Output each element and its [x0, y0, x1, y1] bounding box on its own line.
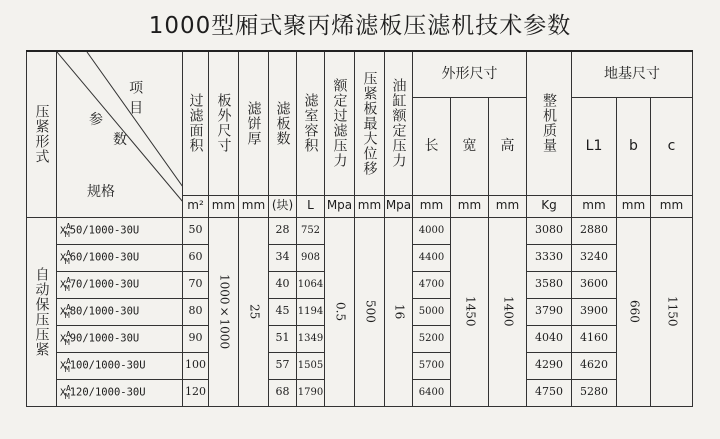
max-displacement-header: 压紧板最大位移 [355, 51, 385, 195]
width-value: 1450 [463, 296, 478, 327]
unit-volume: L [297, 195, 325, 217]
model-cell [57, 325, 183, 352]
cylinder-pressure-value-cell [385, 217, 413, 406]
chamber-volume-value: 1064 [297, 271, 325, 298]
model-sub: M [64, 256, 70, 266]
plate-count-value: 57 [269, 352, 297, 379]
model-sup: A [66, 357, 71, 367]
width-header: 宽 [451, 97, 489, 195]
model-code: 50/1000-30U [69, 224, 140, 237]
filter-area-value: 90 [183, 325, 209, 352]
chamber-volume-value: 1349 [297, 325, 325, 352]
c-header: c [651, 97, 693, 195]
cylinder-pressure-value: 16 [392, 303, 407, 320]
filter-area-header: 过滤面积 [183, 51, 209, 195]
item-label: 项目 [127, 80, 144, 120]
press-type: 自动保压压紧 [33, 266, 50, 357]
length-header: 长 [413, 97, 451, 195]
filter-area-value: 50 [183, 217, 209, 244]
rated-pressure-value: 0.5 [333, 301, 348, 322]
displacement-value-cell [355, 217, 385, 406]
press-type-header-cell [27, 51, 57, 217]
model-sub: M [64, 337, 70, 347]
height-header: 高 [489, 97, 527, 195]
plate-count-value: 51 [269, 325, 297, 352]
unit-l1: mm [572, 195, 617, 217]
unit-width: mm [451, 195, 489, 217]
height-value-cell [489, 217, 527, 406]
cake-thickness-header: 滤饼厚 [239, 51, 269, 195]
c-value: 1150 [665, 296, 680, 327]
cake-thickness-value: 25 [247, 303, 262, 320]
machine-mass-header: 整机质量 [527, 51, 572, 195]
unit-plate-size: mm [209, 195, 239, 217]
chamber-volume-value: 908 [297, 244, 325, 271]
plate-count-value: 68 [269, 379, 297, 406]
length-value: 5700 [413, 352, 451, 379]
unit-area: m² [183, 195, 209, 217]
model-sub: M [64, 364, 70, 374]
table-title: 1000型厢式聚丙烯滤板压滤机技术参数 [148, 13, 572, 39]
model-cell [57, 352, 183, 379]
l1-value: 4620 [572, 352, 617, 379]
l1-value: 3600 [572, 271, 617, 298]
cylinder-pressure-header: 油缸额定压力 [385, 51, 413, 195]
model-code: 70/1000-30U [69, 278, 140, 291]
foundation-dims-header: 地基尺寸 [572, 51, 693, 97]
model-sup: A [66, 276, 71, 286]
rated-pressure-header: 额定过滤压力 [325, 51, 355, 195]
model-sub: M [64, 391, 70, 401]
model-cell [57, 244, 183, 271]
chamber-volume-value: 752 [297, 217, 325, 244]
unit-length: mm [413, 195, 451, 217]
model-sub: M [64, 229, 70, 239]
param-label-2: 数 [113, 132, 127, 148]
height-value: 1400 [501, 296, 516, 327]
l1-value: 4160 [572, 325, 617, 352]
chamber-volume-value: 1194 [297, 298, 325, 325]
filter-area-value: 70 [183, 271, 209, 298]
rated-pressure-value-cell [325, 217, 355, 406]
unit-displacement: mm [355, 195, 385, 217]
length-value: 4400 [413, 244, 451, 271]
model-prefix: X [60, 279, 67, 291]
model-code: 90/1000-30U [69, 332, 140, 345]
mass-value: 4750 [527, 379, 572, 406]
param-label-1: 参 [89, 112, 103, 128]
filter-area-value: 80 [183, 298, 209, 325]
model-prefix: X [60, 360, 67, 372]
chamber-volume-value: 1505 [297, 352, 325, 379]
plate-count-header: 滤板数 [269, 51, 297, 195]
chamber-volume-header: 滤室容积 [297, 51, 325, 195]
unit-cake: mm [239, 195, 269, 217]
model-sub: M [64, 283, 70, 293]
model-sup: A [66, 330, 71, 340]
mass-value: 3330 [527, 244, 572, 271]
model-code: 120/1000-30U [69, 386, 146, 399]
plate-count-value: 28 [269, 217, 297, 244]
length-value: 6400 [413, 379, 451, 406]
unit-mass: Kg [527, 195, 572, 217]
plate-size-value: 1000×1000 [217, 273, 232, 350]
model-prefix: X [60, 306, 67, 318]
table-row [27, 217, 693, 244]
mass-value: 3580 [527, 271, 572, 298]
mass-value: 3790 [527, 298, 572, 325]
model-sup: A [66, 222, 71, 232]
spec-label: 规格 [87, 184, 115, 200]
unit-height: mm [489, 195, 527, 217]
plate-count-value: 34 [269, 244, 297, 271]
max-displacement-value: 500 [363, 300, 378, 323]
model-sup: A [66, 384, 71, 394]
l1-value: 3240 [572, 244, 617, 271]
model-prefix: X [60, 225, 67, 237]
b-value-cell [617, 217, 651, 406]
model-cell [57, 379, 183, 406]
model-code: 80/1000-30U [69, 305, 140, 318]
plate-count-value: 40 [269, 271, 297, 298]
l1-value: 5280 [572, 379, 617, 406]
filter-area-value: 100 [183, 352, 209, 379]
model-prefix: X [60, 387, 67, 399]
unit-c: mm [651, 195, 693, 217]
l1-header: L1 [572, 97, 617, 195]
corner-header-cell [57, 51, 183, 217]
length-value: 5000 [413, 298, 451, 325]
press-type-cell [27, 217, 57, 406]
model-cell [57, 298, 183, 325]
filter-area-value: 60 [183, 244, 209, 271]
unit-plates: (块) [269, 195, 297, 217]
cake-value-cell [239, 217, 269, 406]
plate-size-value-cell [209, 217, 239, 406]
mass-value: 3080 [527, 217, 572, 244]
model-sup: A [66, 303, 71, 313]
c-value-cell [651, 217, 693, 406]
model-sub: M [64, 310, 70, 320]
model-prefix: X [60, 333, 67, 345]
model-cell [57, 217, 183, 244]
width-value-cell [451, 217, 489, 406]
model-code: 100/1000-30U [69, 359, 146, 372]
model-code: 60/1000-30U [69, 251, 140, 264]
length-value: 4000 [413, 217, 451, 244]
chamber-volume-value: 1790 [297, 379, 325, 406]
length-value: 4700 [413, 271, 451, 298]
b-header: b [617, 97, 651, 195]
mass-value: 4290 [527, 352, 572, 379]
unit-b: mm [617, 195, 651, 217]
model-sup: A [66, 249, 71, 259]
spec-table [26, 50, 693, 407]
model-prefix: X [60, 252, 67, 264]
length-value: 5200 [413, 325, 451, 352]
outer-dims-header: 外形尺寸 [413, 51, 527, 97]
l1-value: 3900 [572, 298, 617, 325]
b-value: 660 [627, 300, 642, 323]
plate-size-header: 板外尺寸 [209, 51, 239, 195]
plate-count-value: 45 [269, 298, 297, 325]
press-type-header: 压紧形式 [33, 104, 50, 165]
l1-value: 2880 [572, 217, 617, 244]
filter-area-value: 120 [183, 379, 209, 406]
mass-value: 4040 [527, 325, 572, 352]
unit-cylinder-pressure: Mpa [385, 195, 413, 217]
unit-rated-pressure: Mpa [325, 195, 355, 217]
model-cell [57, 271, 183, 298]
